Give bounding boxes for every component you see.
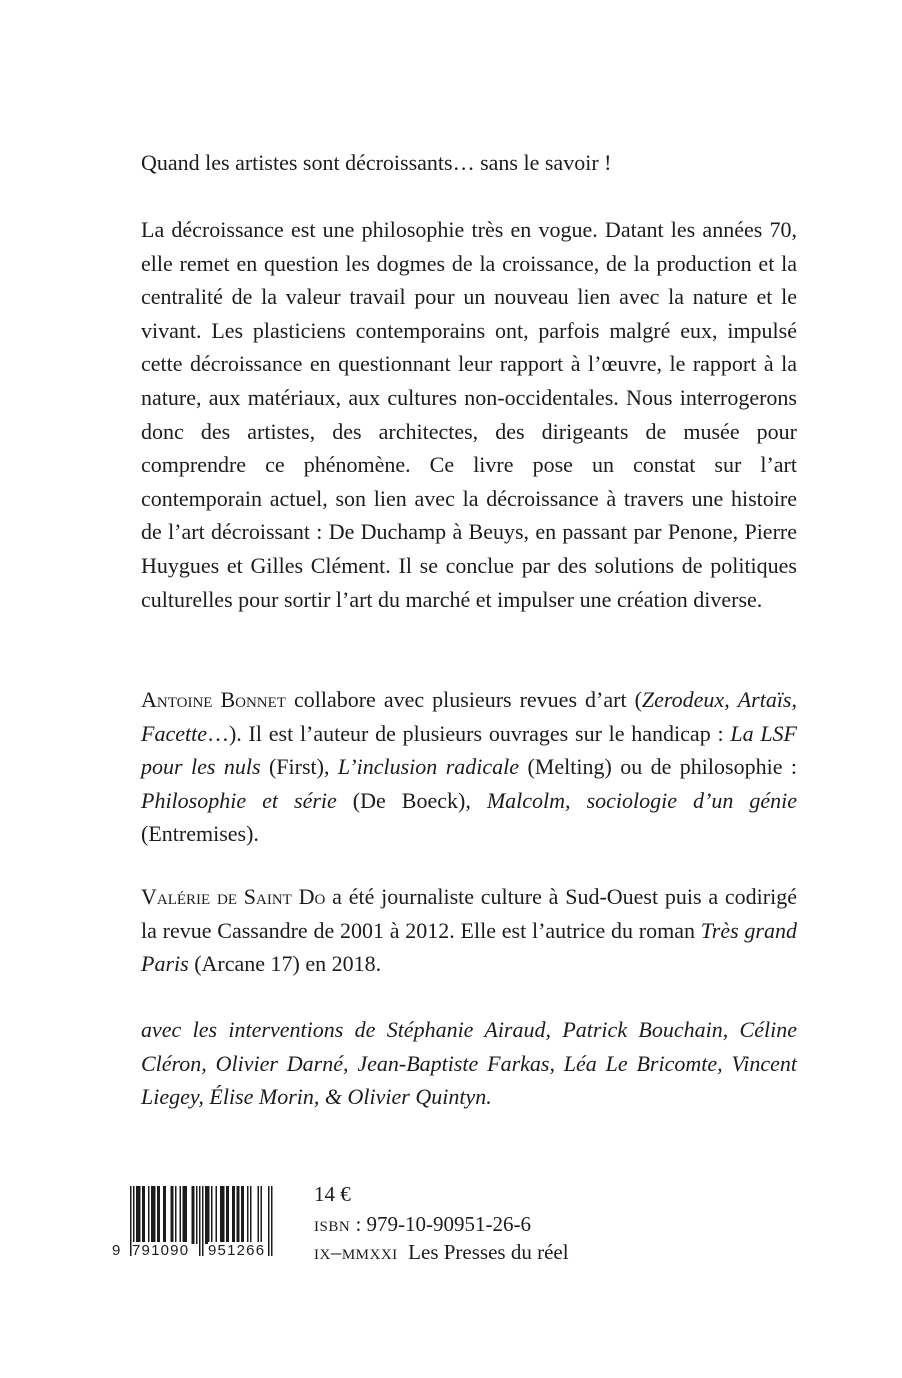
barcode-bar (163, 1186, 165, 1244)
barcode-digits-right: 951266 (208, 1242, 266, 1259)
barcode-bar (139, 1186, 141, 1244)
book-title: Malcolm, sociologie d’un génie (486, 787, 797, 813)
book-title: Philosophie et série (141, 787, 337, 813)
publisher-name: Les Presses du réel (408, 1240, 569, 1264)
barcode-bar (171, 1186, 173, 1244)
barcode-bar (144, 1186, 146, 1244)
barcode-bar (223, 1186, 225, 1244)
barcode-bar (208, 1186, 210, 1244)
barcode-bar (183, 1186, 185, 1244)
journal-title: Facette (141, 720, 207, 746)
author-name: Valérie de Saint Do (141, 884, 326, 909)
barcode-bar (138, 1186, 140, 1244)
author-bio-antoine-bonnet: Antoine Bonnet collabore avec plusieurs revues d’art (Zerodeux, Artaïs, Facette…). Il est l’auteur de plusieurs ouvrages sur le handicap : La LSF pour les nuls (First), L’inclusion radicale (Melting) ou de philosophie : Philosophie et série (De Boeck), Malcolm, sociologie d’un génie (Entremises). (141, 687, 797, 847)
barcode-bar (211, 1186, 213, 1244)
barcode-bar (192, 1186, 194, 1244)
author-bio-valerie-de-saint-do: Valérie de Saint Do a été journaliste culture à Sud-Ouest puis a codirigé la revue Cassandre de 2001 à 2012. Elle est l’autrice du roman Très grand Paris (Arcane 17) en 2018. (141, 884, 797, 977)
price: 14 € (314, 1182, 351, 1206)
barcode-bar (205, 1186, 207, 1244)
barcode-bar (165, 1186, 167, 1244)
barcode-digits-left: 791090 (132, 1242, 190, 1259)
book-title: La LSF pour les nuls (141, 720, 797, 780)
barcode-bar (250, 1186, 252, 1244)
summary-paragraph: La décroissance est une philosophie très en vogue. Datant les années 70, elle remet en question les dogmes de la croissance, de la production et la centralité de la valeur travail pour un nouveau lien avec la nature et le vivant. Les plasticiens contemporains ont, parfois malgré eux, impulsé cette décroissance en questionnant leur rapport à l’œuvre, le rapport à la nature, aux matériaux, aux cultures non-occidentales. Nous interrogerons donc des artistes, des architectes, des dirigeants de musée pour comprendre ce phénomène. Ce livre pose un constat sur l’art contemporain actuel, son lien avec la décroissance à travers une histoire de l’art décroissant : De Duchamp à Beuys, en passant par Penone, Pierre Huygues et Gilles Clément. Il se conclue par des solutions de politiques culturelles pour sortir l’art du marché et impulser une création diverse. (141, 217, 797, 612)
barcode-bar (216, 1186, 218, 1244)
barcode-bar (151, 1186, 153, 1244)
barcode-bar (172, 1186, 174, 1244)
isbn-barcode (112, 1186, 278, 1262)
barcode-bar (237, 1186, 239, 1244)
isbn-line (314, 1210, 531, 1238)
barcode-bar (186, 1186, 188, 1244)
imprint-line (314, 1238, 569, 1266)
barcode-bar (196, 1186, 198, 1244)
barcode-bar (261, 1186, 263, 1244)
barcode-bar (220, 1186, 222, 1244)
book-title: Très grand Paris (141, 917, 797, 977)
barcode-bar (184, 1186, 186, 1244)
barcode-bar (193, 1186, 195, 1244)
barcode-bar (154, 1186, 156, 1244)
barcode-bar (232, 1186, 234, 1244)
barcode-bar (180, 1186, 182, 1244)
tagline: Quand les artistes sont décroissants… sans le savoir ! (141, 150, 612, 175)
barcode-bar (243, 1186, 245, 1244)
journal-title: Zerodeux (641, 687, 725, 712)
barcode-bar (159, 1186, 161, 1244)
isbn-label: isbn (314, 1212, 351, 1236)
barcode-digits (112, 1242, 278, 1260)
barcode-bar (148, 1186, 150, 1244)
author-name: Antoine Bonnet (141, 687, 286, 712)
contributors-list: avec les interventions de Stéphanie Airaud, Patrick Bouchain, Céline Cléron, Olivier Darné, Jean-Baptiste Farkas, Léa Le Bricomte, Vincent Liegey, Élise Morin, & Olivier Quintyn. (141, 1017, 797, 1110)
barcode-bar (175, 1186, 177, 1244)
date-code: ix–mmxxi (314, 1240, 398, 1264)
barcode-bar (247, 1186, 249, 1244)
barcode-bar (136, 1186, 138, 1244)
barcode-digit-first: 9 (112, 1242, 121, 1259)
barcode-bar (142, 1186, 144, 1244)
barcode-bar (226, 1186, 228, 1244)
book-title: L’inclusion radicale (337, 754, 520, 780)
barcode-bar (207, 1186, 209, 1244)
barcode-bar (238, 1186, 240, 1244)
journal-title: Artaïs (737, 687, 792, 712)
barcode-bar (234, 1186, 236, 1244)
barcode-bar (153, 1186, 155, 1244)
barcode-bar (157, 1186, 159, 1244)
barcode-bar (228, 1186, 230, 1244)
barcode-bar (241, 1186, 243, 1244)
isbn-number: : 979-10-90951-26-6 (350, 1212, 531, 1236)
barcode-bar (258, 1186, 260, 1244)
barcode-bar (222, 1186, 224, 1244)
